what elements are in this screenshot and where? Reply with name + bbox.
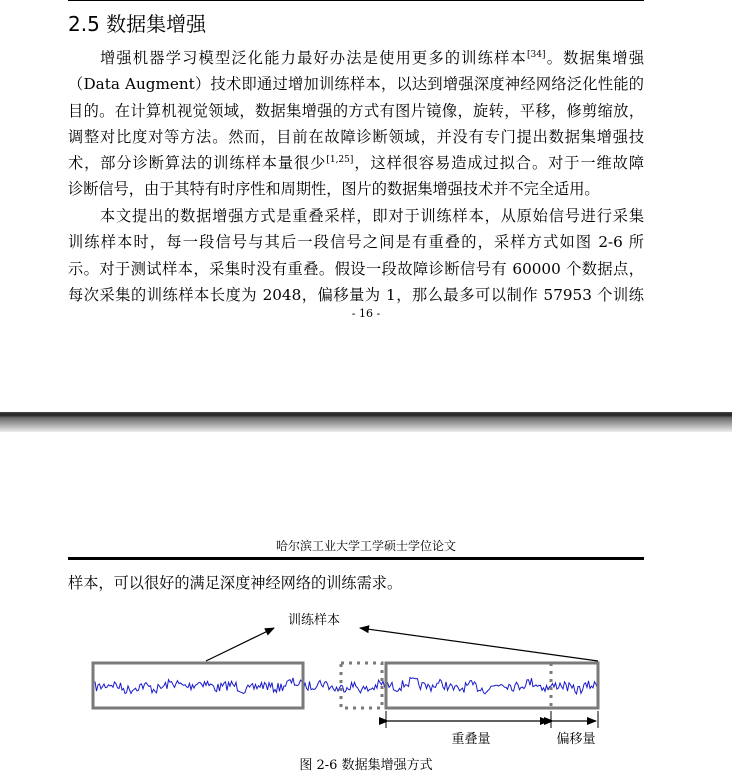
text-segment: 术，部分诊断算法的训练样本量很少 — [68, 154, 327, 173]
vibration-signal — [95, 678, 598, 694]
paragraph-2-line-1: 本文提出的数据增强方式是重叠采样，即对于训练样本，从原始信号进行采集 — [100, 207, 644, 225]
text-segment: 。数据集增强 — [545, 49, 645, 67]
text-segment: 增强机器学习模型泛化能力最好办法是使用更多的训练样本 — [100, 49, 527, 67]
label-training-samples: 训练样本 — [287, 613, 341, 628]
label-overlap: 重叠量 — [451, 732, 491, 747]
section-title: 2.5 数据集增强 — [68, 12, 207, 36]
paragraph-1-line-3: 目的。在计算机视觉领域，数据集增强的方式有图片镜像，旋转，平移，修剪缩放， — [68, 101, 644, 120]
text-segment: ，这样很容易造成过拟合。对于一维故障 — [353, 154, 645, 173]
running-header: 哈尔滨工业大学工学硕士学位论文 — [275, 539, 456, 553]
citation: [1,25] — [326, 155, 354, 166]
arrow-to-label-right — [360, 628, 598, 661]
page-number: - 16 - — [351, 307, 381, 320]
figure-caption: 图 2-6 数据集增强方式 — [299, 758, 433, 773]
arrow-to-label-left — [206, 628, 274, 661]
paragraph-2-line-2: 训练样本时，每一段信号与其后一段信号之间是有重叠的，采样方式如图 2-6 所 — [68, 233, 644, 252]
citation: [34] — [526, 49, 546, 60]
continuation-text: 样本，可以很好的满足深度神经网络的训练需求。 — [68, 574, 403, 592]
label-offset: 偏移量 — [556, 732, 596, 747]
top-rule — [68, 0, 644, 1]
paragraph-1-line-1 — [68, 45, 644, 71]
paragraph-2 — [68, 203, 644, 308]
paragraph-2-line-4: 每次采集的训练样本长度为 2048，偏移量为 1，那么最多可以制作 57953 个训练 — [68, 285, 644, 304]
page-gap — [0, 412, 732, 432]
paragraph-1-line-6: 诊断信号，由于其特有时序性和周期性，图片的数据集增强技术并不完全适用。 — [68, 180, 600, 199]
figure-2-6 — [0, 432, 732, 784]
paragraph-1-line-2: （Data Augment）技术即通过增加训练样本，以达到增强深度神经网络泛化性能的 — [68, 75, 644, 94]
paragraph-2-line-3: 示。对于测试样本，采集时没有重叠。假设一段故障诊断信号有 60000 个数据点， — [68, 259, 644, 278]
page-bottom — [0, 432, 732, 784]
paragraph-1-line-5 — [68, 150, 644, 176]
paragraph-1 — [68, 45, 644, 203]
paragraph-1-line-4: 调整对比度对等方法。然而，目前在故障诊断领域，并没有专门提出数据集增强技 — [68, 127, 644, 146]
